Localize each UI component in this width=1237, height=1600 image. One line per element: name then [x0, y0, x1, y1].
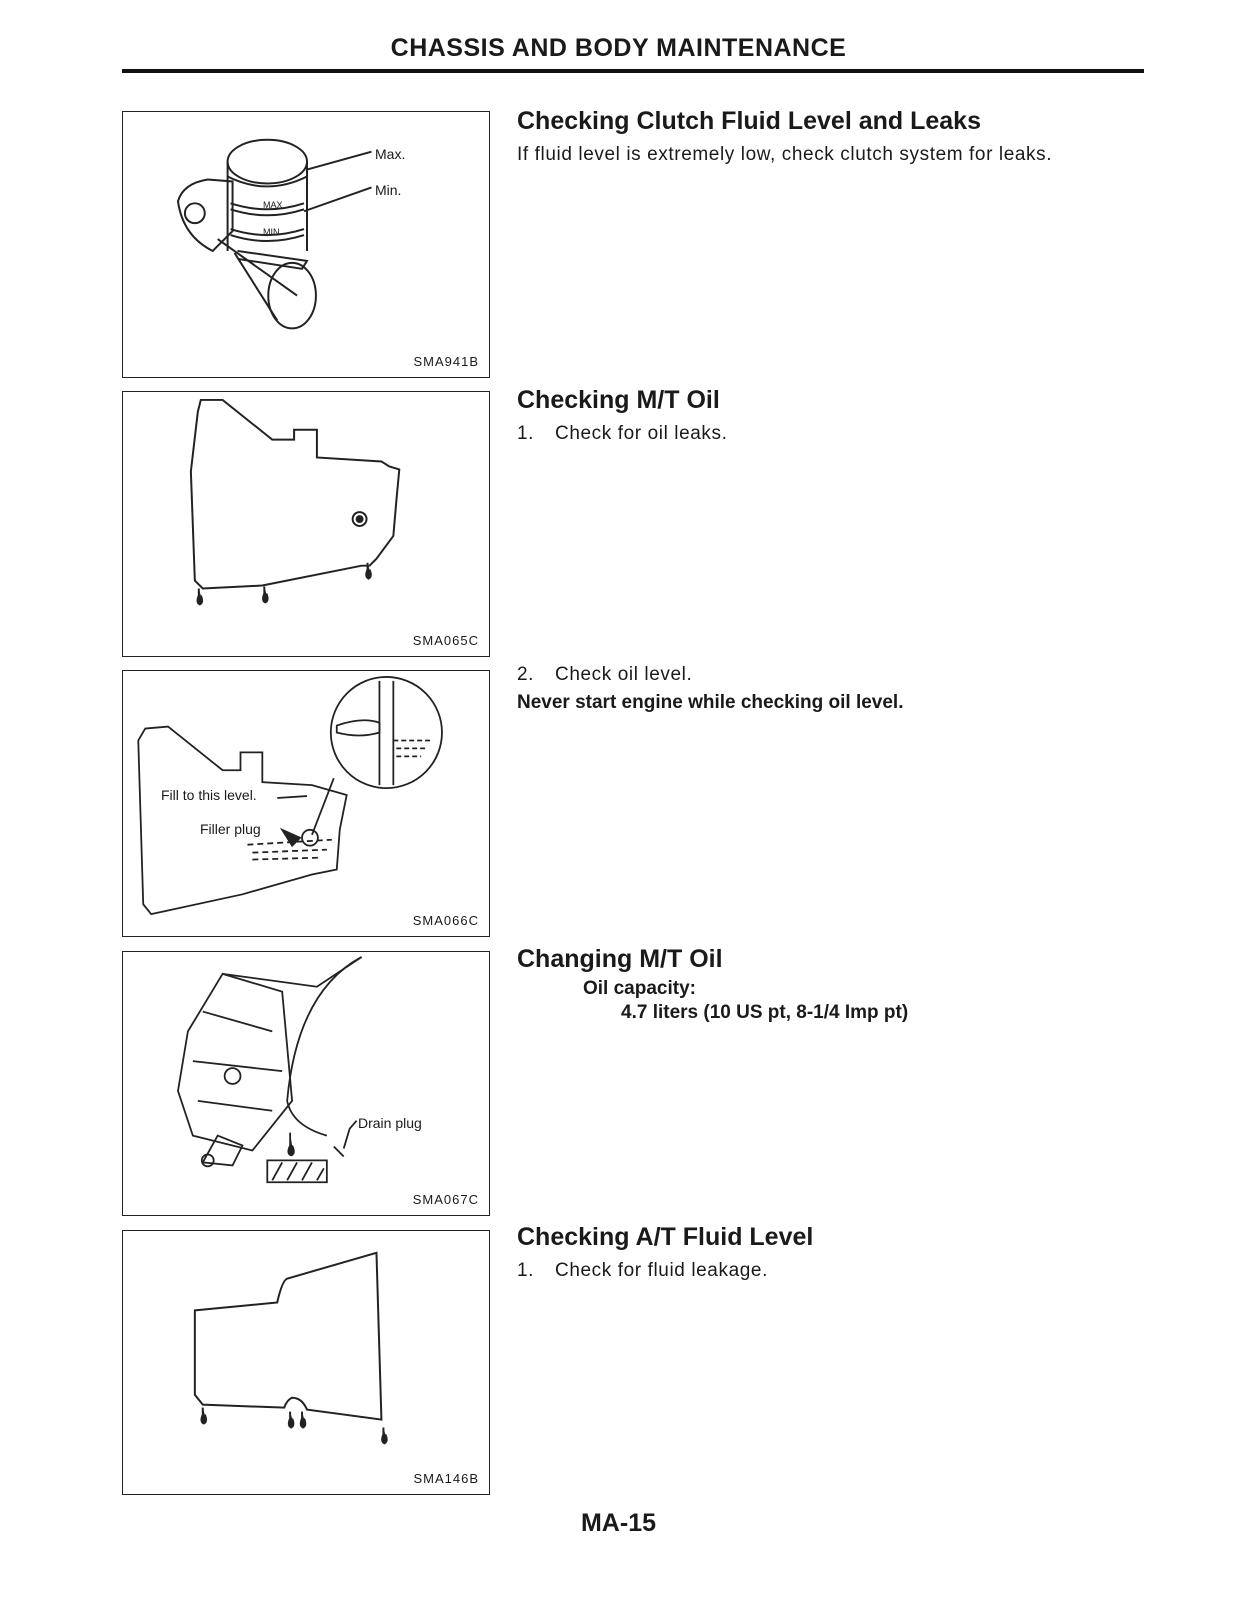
- section-mt-oil-check: [517, 386, 1137, 445]
- clutch-reservoir-illustration: [123, 112, 489, 377]
- section-text: If fluid level is extremely low, check clutch system for leaks.: [517, 144, 1053, 165]
- min-label: Min.: [375, 182, 402, 198]
- page-header: CHASSIS AND BODY MAINTENANCE: [390, 34, 847, 62]
- page-number: MA-15: [580, 1509, 656, 1537]
- drain-plug-label: Drain plug: [358, 1115, 422, 1131]
- section-mt-oil-level: [517, 664, 1137, 714]
- capacity-label: Oil capacity:: [583, 978, 696, 999]
- fill-level-label: Fill to this level.: [161, 787, 257, 803]
- section-title: Checking Clutch Fluid Level and Leaks: [517, 107, 981, 135]
- oil-level-illustration: [123, 671, 489, 936]
- warning-text: Never start engine while checking oil level.: [517, 692, 904, 713]
- figure-mt-oil-level: [122, 670, 490, 937]
- section-title: Checking A/T Fluid Level: [517, 1223, 814, 1251]
- filler-plug-label: Filler plug: [200, 821, 261, 837]
- max-label: Max.: [375, 146, 406, 162]
- section-title: Checking M/T Oil: [517, 386, 720, 414]
- figure-code: SMA941B: [413, 354, 479, 369]
- section-mt-oil-change: [517, 945, 1137, 1024]
- figure-code: SMA067C: [412, 1192, 479, 1207]
- figure-mt-drain: [122, 951, 490, 1216]
- step-1: 1. Check for oil leaks.: [517, 423, 728, 444]
- figure-mt-oil-leaks: [122, 391, 490, 657]
- section-title: Changing M/T Oil: [517, 945, 723, 973]
- min-mark-label: MIN: [263, 227, 280, 237]
- section-at-fluid: [517, 1223, 1137, 1282]
- max-mark-label: MAX: [263, 200, 283, 210]
- figure-code: SMA146B: [413, 1471, 479, 1486]
- header-rule: [122, 69, 1144, 73]
- figure-code: SMA066C: [412, 913, 479, 928]
- figure-code: SMA065C: [412, 633, 479, 648]
- section-clutch-fluid: [517, 107, 1137, 166]
- drain-plug-illustration: [123, 952, 489, 1215]
- figure-clutch-reservoir: [122, 111, 490, 378]
- step-1: 1. Check for fluid leakage.: [517, 1260, 768, 1281]
- step-2: 2. Check oil level.: [517, 664, 693, 685]
- figure-at-leaks: [122, 1230, 490, 1495]
- transmission-leak-illustration: [123, 392, 489, 656]
- at-leak-illustration: [123, 1231, 489, 1494]
- capacity-value: 4.7 liters (10 US pt, 8-1/4 Imp pt): [621, 1002, 909, 1023]
